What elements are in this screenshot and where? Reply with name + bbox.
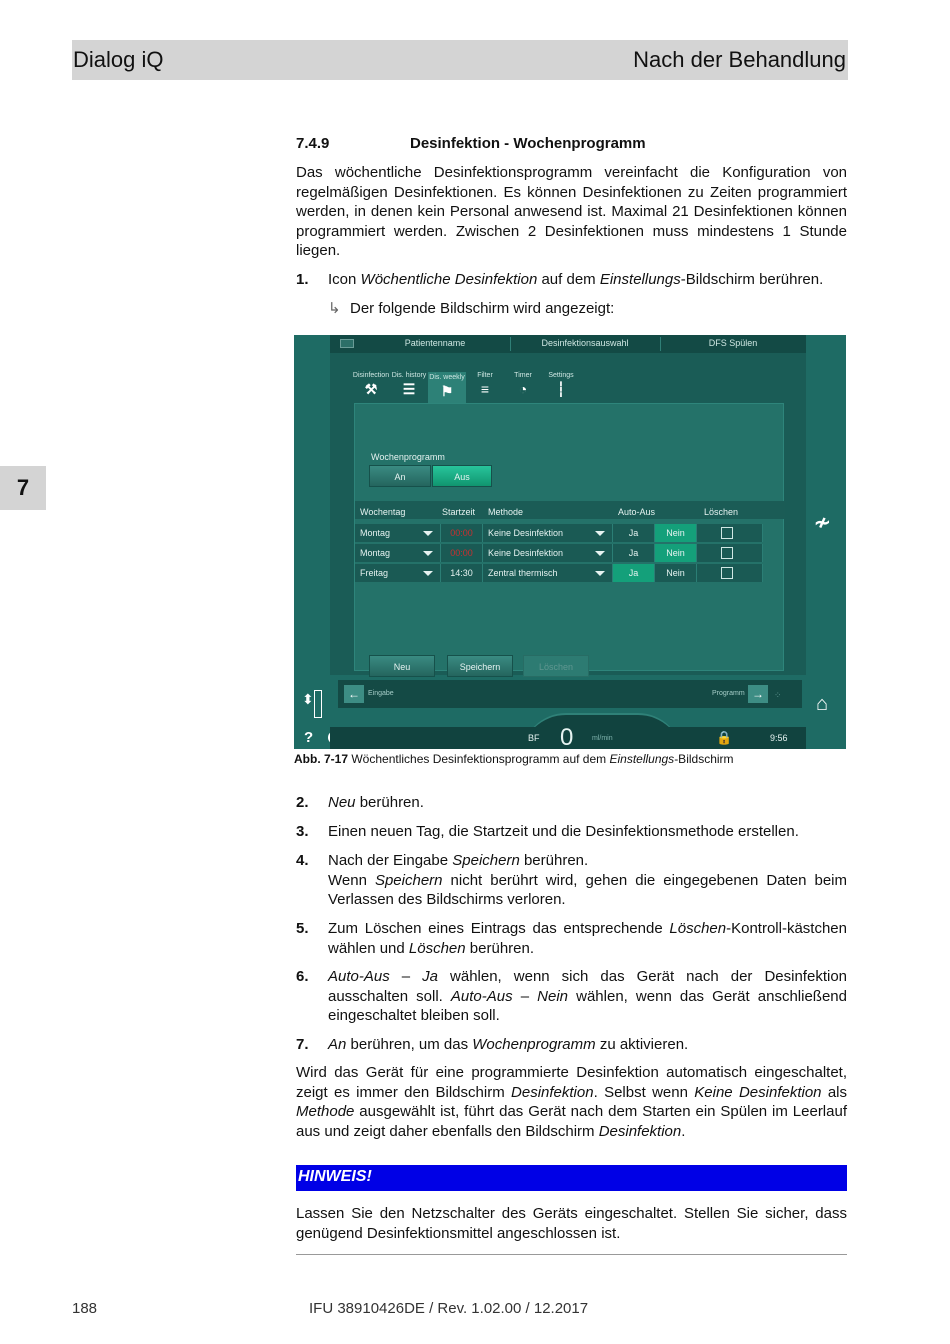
- start-time-field[interactable]: 00:00: [441, 544, 483, 562]
- chevron-down-icon: [595, 551, 605, 556]
- section-title: Desinfektion - Wochenprogramm: [410, 135, 646, 152]
- weekday-select[interactable]: Montag: [355, 524, 441, 542]
- step-2: 2. Neu berühren.: [296, 794, 424, 811]
- weekly-program-panel: [354, 403, 784, 671]
- delete-checkbox-cell[interactable]: [697, 564, 763, 582]
- page-number: 188: [72, 1300, 98, 1317]
- new-button[interactable]: Neu: [369, 655, 435, 677]
- disinfection-icon: ⚒: [364, 381, 378, 397]
- help-icon[interactable]: ?: [304, 729, 314, 746]
- step-3: 3. Einen neuen Tag, die Startzeit und die Desinfektionsmethode erstellen.: [296, 823, 799, 840]
- result-line: [328, 299, 614, 317]
- step-6: 6. Auto-Aus – Ja wählen, wenn sich das Gerät nach der Desinfektion ausschalten soll. Auto-Aus – Nein wählen, wenn das Gerät anschließend eingeschaltet bleiben soll.: [296, 968, 847, 1024]
- blood-flow-value: 0: [560, 724, 574, 749]
- blood-flow-label: BF: [528, 733, 540, 743]
- step-number: 1.: [296, 271, 309, 288]
- blood-flow-unit: ml/min: [592, 735, 613, 742]
- save-button[interactable]: Speichern: [447, 655, 513, 677]
- weekly-icon: ⚑: [440, 383, 454, 399]
- clock-time: 9:56: [770, 733, 788, 743]
- result-arrow-icon: ↳: [328, 300, 341, 317]
- table-row: [355, 544, 763, 562]
- page-header: [72, 40, 848, 80]
- delete-checkbox-cell[interactable]: [697, 544, 763, 562]
- back-arrow-icon[interactable]: ←: [344, 685, 364, 703]
- right-sidebar: [806, 335, 846, 749]
- note-divider: [296, 1254, 847, 1255]
- chevron-down-icon: [423, 531, 433, 536]
- grid-dots-icon: ⁘: [774, 690, 782, 700]
- start-time-field[interactable]: 00:00: [441, 524, 483, 542]
- delete-button[interactable]: Löschen: [523, 655, 589, 677]
- chapter-tab: 7: [0, 466, 46, 510]
- section-number: 7.4.9: [296, 135, 330, 152]
- col-weekday: Wochentag: [360, 507, 406, 517]
- nav-input-label: Eingabe: [368, 690, 394, 697]
- delete-checkbox: [721, 547, 733, 559]
- subtab-disinfection[interactable]: Disinfection ⚒: [352, 372, 390, 397]
- col-auto-off: Auto-Aus: [618, 507, 656, 517]
- timer-icon: ◔: [518, 381, 528, 397]
- auto-off-no[interactable]: Nein: [655, 544, 697, 562]
- subtab-dis-history[interactable]: Dis. history ☰: [391, 372, 427, 397]
- start-time-field[interactable]: 14:30: [441, 564, 483, 582]
- auto-off-yes[interactable]: Ja: [613, 524, 655, 542]
- settings-area: [330, 353, 806, 675]
- delete-checkbox: [721, 527, 733, 539]
- weekly-program-label: Wochenprogramm: [371, 452, 445, 462]
- delete-checkbox: [721, 567, 733, 579]
- note-title: HINWEIS!: [298, 1168, 372, 1185]
- bypass-icon[interactable]: ≁: [814, 512, 831, 534]
- step-4: 4. Nach der Eingabe Speichern berühren. Wenn Speichern nicht berührt wird, gehen die eingegebenen Daten beim Verlassen des Bildschirms verloren.: [296, 852, 847, 908]
- chevron-down-icon: [423, 551, 433, 556]
- col-start-time: Startzeit: [442, 507, 476, 517]
- keyboard-icon: [340, 339, 354, 348]
- col-method: Methode: [488, 507, 524, 517]
- tab-disinfection-selection[interactable]: Desinfektionsauswahl: [541, 338, 629, 348]
- delete-checkbox-cell[interactable]: [697, 524, 763, 542]
- forward-arrow-icon[interactable]: →: [748, 685, 768, 703]
- method-select[interactable]: Keine Desinfektion: [483, 544, 613, 562]
- intro-paragraph: Das wöchentliche Desinfektionsprogramm vereinfacht die Konfiguration von regelmäßigen Desinfektionen. Es können Desinfektionen zu Zeiten programmiert werden, in denen kein Personal anwesend ist. Maximal 21 Desinfektionen können programmiert werden. Zwischen 2 Desinfektionen muss mindestens 1 Stunde liegen.: [296, 164, 847, 259]
- chevron-down-icon: [595, 531, 605, 536]
- subtab-timer[interactable]: Timer ◔: [504, 372, 542, 398]
- weekday-select[interactable]: Freitag: [355, 564, 441, 582]
- tab-dfs-rinse[interactable]: DFS Spülen: [708, 338, 758, 348]
- settings-icon: ┆: [556, 381, 566, 397]
- level-arrows-icon[interactable]: ⬍: [302, 691, 314, 707]
- auto-off-no[interactable]: Nein: [655, 564, 697, 582]
- top-tab-bar: [330, 335, 806, 353]
- closing-paragraph: Wird das Gerät für eine programmierte Desinfektion automatisch eingeschaltet, zeigt es immer den Bildschirm Desinfektion. Selbst wenn Keine Desinfektion als Methode ausgewählt ist, führt das Gerät nach dem Starten ein Spülen im Leerlauf aus und zeigt daher ebenfalls den Bildschirm Desinfektion.: [296, 1064, 848, 1140]
- tab-patient-name[interactable]: Patientenname: [404, 338, 466, 348]
- home-icon[interactable]: ⌂: [816, 693, 829, 715]
- method-select[interactable]: Zentral thermisch: [483, 564, 613, 582]
- nav-program-label: Programm: [712, 690, 745, 697]
- header-product: Dialog iQ: [73, 47, 164, 72]
- subtab-dis-weekly[interactable]: Dis. weekly ⚑: [428, 372, 466, 407]
- step-1: 1. Icon Wöchentliche Desinfektion auf dem Einstellungs-Bildschirm berühren.: [296, 271, 824, 288]
- result-text: Der folgende Bildschirm wird angezeigt:: [350, 300, 615, 317]
- header-chapter: Nach der Behandlung: [633, 47, 846, 72]
- figure-caption: Abb. 7-17 Wöchentliches Desinfektionsprogramm auf dem Einstellungs-Bildschirm: [294, 752, 734, 766]
- history-icon: ☰: [402, 381, 416, 397]
- section-heading: [296, 135, 646, 152]
- off-button[interactable]: Aus: [432, 465, 492, 487]
- table-row: [355, 524, 763, 542]
- method-select[interactable]: Keine Desinfektion: [483, 524, 613, 542]
- step-5: 5. Zum Löschen eines Eintrags das entsprechende Löschen-Kontroll-kästchen wählen und Löschen berühren.: [296, 920, 847, 957]
- on-button[interactable]: An: [369, 465, 431, 487]
- bottom-navigation: [338, 680, 802, 708]
- level-bar-icon: [314, 690, 322, 718]
- chevron-down-icon: [595, 571, 605, 576]
- subtab-settings[interactable]: Settings ┆: [548, 372, 574, 397]
- chevron-down-icon: [423, 571, 433, 576]
- note-banner: [296, 1165, 847, 1191]
- device-screenshot: [294, 335, 846, 749]
- subtab-filter[interactable]: Filter ≡: [466, 372, 504, 398]
- step-7: 7. An berühren, um das Wochenprogramm zu aktivieren.: [296, 1036, 689, 1053]
- filter-icon: ≡: [480, 381, 490, 397]
- weekday-select[interactable]: Montag: [355, 544, 441, 562]
- auto-off-no[interactable]: Nein: [655, 524, 697, 542]
- auto-off-yes[interactable]: Ja: [613, 544, 655, 562]
- document-id: IFU 38910426DE / Rev. 1.02.00 / 12.2017: [309, 1300, 589, 1317]
- lock-icon[interactable]: 🔒: [716, 730, 733, 745]
- table-row: [355, 564, 763, 582]
- status-bar: [330, 724, 806, 749]
- col-delete: Löschen: [704, 507, 739, 517]
- auto-off-yes[interactable]: Ja: [613, 564, 655, 582]
- left-sidebar: [294, 335, 330, 749]
- note-text: Lassen Sie den Netzschalter des Geräts eingeschaltet. Stellen Sie sicher, dass genügend Desinfektionsmittel angeschlossen ist.: [296, 1205, 847, 1242]
